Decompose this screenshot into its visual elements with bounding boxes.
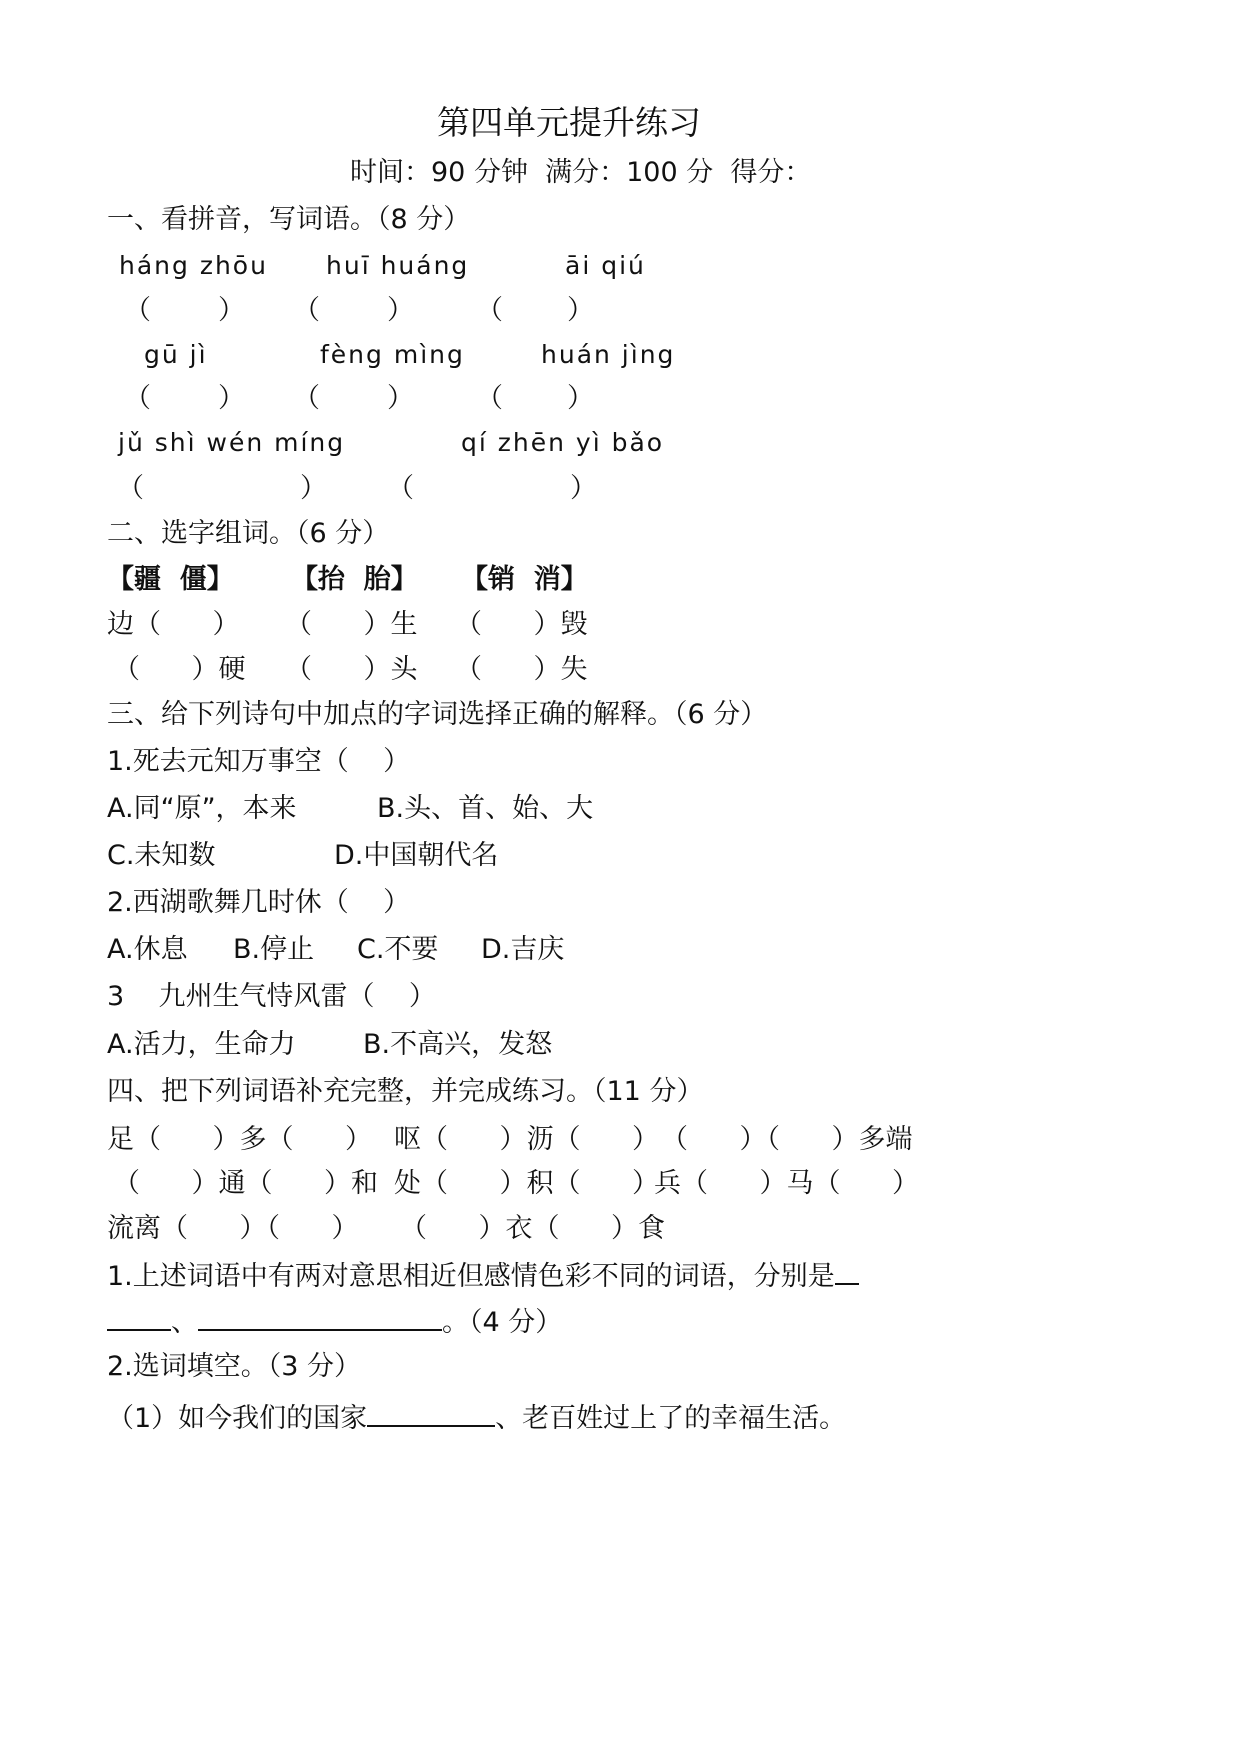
option-a: A.休息 bbox=[107, 934, 188, 965]
answer-line[interactable] bbox=[198, 1303, 442, 1331]
option-b: B.停止 bbox=[233, 934, 315, 965]
char-group: 【疆 僵】 bbox=[107, 564, 234, 595]
word-blank: （ ）生 bbox=[285, 609, 418, 640]
idiom-blank: 处（ ）积（ ） bbox=[394, 1168, 659, 1199]
exam-info: 时间：90 分钟 满分：100 分 得分： bbox=[350, 157, 812, 188]
answer-paren-open: （ bbox=[293, 383, 320, 414]
answer-paren-close: ） bbox=[300, 473, 327, 504]
idiom-blank: 流离（ ）（ ） bbox=[107, 1213, 359, 1244]
section-2-heading: 二、选字组词。（6 分） bbox=[107, 518, 390, 549]
answer-paren-open: （ bbox=[124, 295, 151, 326]
idiom-blank: （ ）通（ ）和 bbox=[113, 1168, 378, 1199]
answer-paren-open: （ bbox=[117, 473, 144, 504]
word-blank: （ ）毁 bbox=[455, 609, 588, 640]
question-4-2-1-post: 、老百姓过上了的幸福生活。 bbox=[495, 1403, 847, 1434]
idiom-blank: 足（ ）多（ ） bbox=[107, 1124, 372, 1155]
question-3-2: 2.西湖歌舞几时休（ ） bbox=[107, 887, 411, 918]
word-blank: （ ）失 bbox=[455, 654, 588, 685]
option-a: A.活力，生命力 bbox=[107, 1029, 296, 1060]
page-title: 第四单元提升练习 bbox=[437, 103, 701, 142]
pinyin-hangzhou: háng zhōu bbox=[119, 251, 268, 280]
question-4-1-answers bbox=[107, 1303, 562, 1340]
answer-line[interactable] bbox=[835, 1257, 859, 1285]
answer-paren-open: （ bbox=[476, 295, 503, 326]
pinyin-aiqiu: āi qiú bbox=[565, 251, 646, 280]
section-4-heading: 四、把下列词语补充完整，并完成练习。（11 分） bbox=[107, 1076, 704, 1107]
option-a: A.同“原”，本来 bbox=[107, 793, 297, 824]
option-d: D.吉庆 bbox=[481, 934, 565, 965]
pinyin-jushiwenming: jǔ shì wén míng bbox=[118, 428, 346, 457]
char-group: 【抬 胎】 bbox=[291, 564, 418, 595]
answer-paren-open: （ bbox=[476, 383, 503, 414]
option-b: B.头、首、始、大 bbox=[377, 793, 594, 824]
question-4-1 bbox=[107, 1257, 859, 1294]
answer-paren-close: ） bbox=[218, 295, 245, 326]
word-blank: 边（ ） bbox=[107, 609, 240, 640]
question-4-2-1-pre: （1）如今我们的国家 bbox=[107, 1403, 368, 1434]
option-b: B.不高兴，发怒 bbox=[363, 1029, 553, 1060]
option-c: C.未知数 bbox=[107, 840, 216, 871]
answer-paren-open: （ bbox=[387, 473, 414, 504]
idiom-blank: （ ）（ ）多端 bbox=[661, 1124, 913, 1155]
option-d: D.中国朝代名 bbox=[334, 840, 499, 871]
pinyin-fengming: fèng mìng bbox=[320, 340, 465, 369]
question-4-1-text: 1.上述词语中有两对意思相近但感情色彩不同的词语，分别是 bbox=[107, 1261, 835, 1292]
answer-paren-close: ） bbox=[567, 383, 594, 414]
question-4-2-1 bbox=[107, 1399, 846, 1436]
separator: 、 bbox=[171, 1307, 198, 1338]
answer-paren-close: ） bbox=[387, 295, 414, 326]
idiom-blank: （ ）衣（ ）食 bbox=[400, 1213, 665, 1244]
question-4-2-heading: 2.选词填空。（3 分） bbox=[107, 1351, 362, 1382]
answer-paren-close: ） bbox=[387, 383, 414, 414]
answer-paren-close: ） bbox=[567, 295, 594, 326]
section-1-heading: 一、看拼音，写词语。（8 分） bbox=[107, 204, 471, 235]
word-blank: （ ）硬 bbox=[113, 654, 246, 685]
answer-paren-open: （ bbox=[124, 383, 151, 414]
pinyin-guji: gū jì bbox=[144, 340, 208, 369]
question-3-3: 3 九州生气恃风雷（ ） bbox=[107, 981, 436, 1012]
question-3-1: 1.死去元知万事空（ ） bbox=[107, 746, 411, 777]
char-group: 【销 消】 bbox=[461, 564, 588, 595]
answer-paren-close: ） bbox=[218, 383, 245, 414]
question-4-1-end: 。（4 分） bbox=[442, 1307, 563, 1338]
answer-paren-close: ） bbox=[570, 473, 597, 504]
pinyin-huihuang: huī huáng bbox=[326, 251, 470, 280]
pinyin-huanjing: huán jìng bbox=[541, 340, 676, 369]
idiom-blank: 呕（ ）沥（ ） bbox=[394, 1124, 659, 1155]
word-blank: （ ）头 bbox=[285, 654, 418, 685]
answer-paren-open: （ bbox=[293, 295, 320, 326]
section-3-heading: 三、给下列诗句中加点的字词选择正确的解释。（6 分） bbox=[107, 699, 768, 730]
option-c: C.不要 bbox=[357, 934, 439, 965]
answer-line[interactable] bbox=[367, 1399, 495, 1427]
pinyin-qizhenyibao: qí zhēn yì bǎo bbox=[461, 428, 665, 457]
answer-line[interactable] bbox=[107, 1303, 171, 1331]
idiom-blank: 兵（ ）马（ ） bbox=[654, 1168, 919, 1199]
